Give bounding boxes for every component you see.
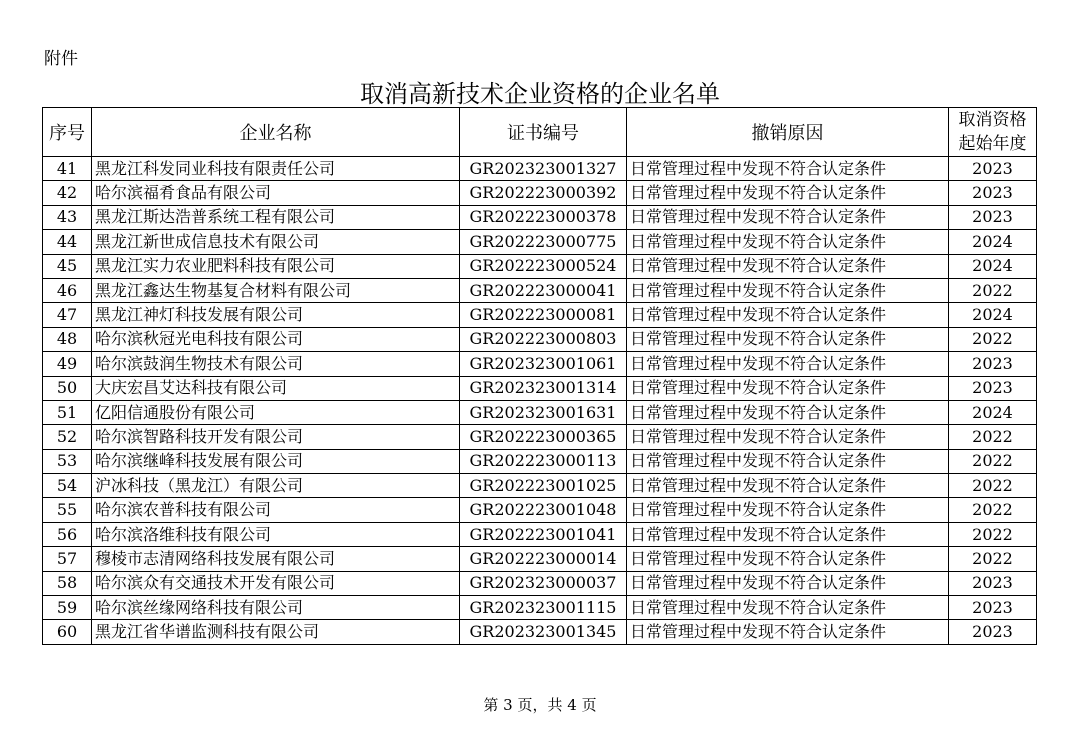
certificate-number: GR202223000041 xyxy=(460,278,627,302)
revocation-start-year: 2023 xyxy=(949,352,1037,376)
certificate-number: GR202223000392 xyxy=(460,181,627,205)
revocation-start-year: 2023 xyxy=(949,571,1037,595)
company-name: 亿阳信通股份有限公司 xyxy=(92,400,460,424)
table-row xyxy=(43,352,1037,376)
certificate-number: GR202223000803 xyxy=(460,327,627,351)
revocation-start-year: 2022 xyxy=(949,449,1037,473)
row-index: 46 xyxy=(43,278,92,302)
table-body xyxy=(43,157,1037,645)
revocation-start-year: 2023 xyxy=(949,376,1037,400)
revocation-reason: 日常管理过程中发现不符合认定条件 xyxy=(627,498,949,522)
revocation-reason: 日常管理过程中发现不符合认定条件 xyxy=(627,278,949,302)
table-row xyxy=(43,571,1037,595)
row-index: 57 xyxy=(43,547,92,571)
revocation-reason: 日常管理过程中发现不符合认定条件 xyxy=(627,449,949,473)
table-row xyxy=(43,205,1037,229)
certificate-number: GR202223000081 xyxy=(460,303,627,327)
certificate-number: GR202223000113 xyxy=(460,449,627,473)
certificate-number: GR202223000524 xyxy=(460,254,627,278)
table-header-row xyxy=(43,108,1037,157)
revocation-reason: 日常管理过程中发现不符合认定条件 xyxy=(627,157,949,181)
certificate-number: GR202323001327 xyxy=(460,157,627,181)
row-index: 42 xyxy=(43,181,92,205)
revocation-reason: 日常管理过程中发现不符合认定条件 xyxy=(627,254,949,278)
company-name: 黑龙江实力农业肥料科技有限公司 xyxy=(92,254,460,278)
row-index: 44 xyxy=(43,230,92,254)
revocation-start-year: 2022 xyxy=(949,522,1037,546)
row-index: 60 xyxy=(43,620,92,644)
revocation-reason: 日常管理过程中发现不符合认定条件 xyxy=(627,303,949,327)
column-header-index: 序号 xyxy=(43,108,92,157)
revocation-reason: 日常管理过程中发现不符合认定条件 xyxy=(627,522,949,546)
revocation-start-year: 2022 xyxy=(949,498,1037,522)
revocation-start-year: 2022 xyxy=(949,327,1037,351)
company-name: 黑龙江鑫达生物基复合材料有限公司 xyxy=(92,278,460,302)
revocation-start-year: 2022 xyxy=(949,474,1037,498)
column-header-reason: 撤销原因 xyxy=(627,108,949,157)
certificate-number: GR202223001041 xyxy=(460,522,627,546)
revocation-reason: 日常管理过程中发现不符合认定条件 xyxy=(627,181,949,205)
revocation-start-year: 2022 xyxy=(949,425,1037,449)
revocation-start-year: 2024 xyxy=(949,254,1037,278)
company-name: 哈尔滨鼓润生物技术有限公司 xyxy=(92,352,460,376)
revocation-reason: 日常管理过程中发现不符合认定条件 xyxy=(627,425,949,449)
enterprise-table xyxy=(42,107,1037,645)
company-name: 哈尔滨福肴食品有限公司 xyxy=(92,181,460,205)
table-row xyxy=(43,474,1037,498)
revocation-start-year: 2023 xyxy=(949,620,1037,644)
revocation-start-year: 2023 xyxy=(949,157,1037,181)
certificate-number: GR202223000378 xyxy=(460,205,627,229)
column-header-year xyxy=(949,108,1037,157)
certificate-number: GR202323000037 xyxy=(460,571,627,595)
company-name: 黑龙江神灯科技发展有限公司 xyxy=(92,303,460,327)
page-footer: 第 3 页，共 4 页 xyxy=(483,696,597,714)
table-row xyxy=(43,449,1037,473)
revocation-start-year: 2022 xyxy=(949,278,1037,302)
revocation-start-year: 2024 xyxy=(949,303,1037,327)
certificate-number: GR202323001345 xyxy=(460,620,627,644)
certificate-number: GR202223000365 xyxy=(460,425,627,449)
revocation-reason: 日常管理过程中发现不符合认定条件 xyxy=(627,596,949,620)
company-name: 哈尔滨继峰科技发展有限公司 xyxy=(92,449,460,473)
company-name: 哈尔滨智路科技开发有限公司 xyxy=(92,425,460,449)
company-name: 大庆宏昌艾达科技有限公司 xyxy=(92,376,460,400)
column-header-company: 企业名称 xyxy=(92,108,460,157)
certificate-number: GR202323001631 xyxy=(460,400,627,424)
table-row xyxy=(43,181,1037,205)
revocation-start-year: 2023 xyxy=(949,181,1037,205)
row-index: 58 xyxy=(43,571,92,595)
row-index: 43 xyxy=(43,205,92,229)
revocation-reason: 日常管理过程中发现不符合认定条件 xyxy=(627,352,949,376)
revocation-start-year: 2022 xyxy=(949,547,1037,571)
company-name: 黑龙江斯达浩普系统工程有限公司 xyxy=(92,205,460,229)
revocation-start-year: 2024 xyxy=(949,230,1037,254)
revocation-reason: 日常管理过程中发现不符合认定条件 xyxy=(627,620,949,644)
revocation-start-year: 2023 xyxy=(949,596,1037,620)
revocation-reason: 日常管理过程中发现不符合认定条件 xyxy=(627,474,949,498)
revocation-reason: 日常管理过程中发现不符合认定条件 xyxy=(627,205,949,229)
table-row xyxy=(43,547,1037,571)
row-index: 41 xyxy=(43,157,92,181)
company-name: 哈尔滨洛维科技有限公司 xyxy=(92,522,460,546)
row-index: 48 xyxy=(43,327,92,351)
certificate-number: GR202323001061 xyxy=(460,352,627,376)
revocation-start-year: 2024 xyxy=(949,400,1037,424)
row-index: 53 xyxy=(43,449,92,473)
table-row xyxy=(43,157,1037,181)
table-row xyxy=(43,230,1037,254)
table-row xyxy=(43,400,1037,424)
row-index: 49 xyxy=(43,352,92,376)
revocation-start-year: 2023 xyxy=(949,205,1037,229)
row-index: 55 xyxy=(43,498,92,522)
certificate-number: GR202323001314 xyxy=(460,376,627,400)
table-row xyxy=(43,522,1037,546)
row-index: 47 xyxy=(43,303,92,327)
column-header-year-line1: 取消资格 xyxy=(958,110,1027,130)
revocation-reason: 日常管理过程中发现不符合认定条件 xyxy=(627,400,949,424)
certificate-number: GR202223000775 xyxy=(460,230,627,254)
company-name: 黑龙江省华谱监测科技有限公司 xyxy=(92,620,460,644)
table-row xyxy=(43,376,1037,400)
table-row xyxy=(43,498,1037,522)
company-name: 黑龙江新世成信息技术有限公司 xyxy=(92,230,460,254)
revocation-reason: 日常管理过程中发现不符合认定条件 xyxy=(627,376,949,400)
company-name: 穆棱市志清网络科技发展有限公司 xyxy=(92,547,460,571)
revocation-reason: 日常管理过程中发现不符合认定条件 xyxy=(627,571,949,595)
table-row xyxy=(43,278,1037,302)
company-name: 哈尔滨丝缘网络科技有限公司 xyxy=(92,596,460,620)
document-title: 取消高新技术企业资格的企业名单 xyxy=(360,80,720,108)
row-index: 52 xyxy=(43,425,92,449)
table-row xyxy=(43,327,1037,351)
company-name: 沪冰科技（黑龙江）有限公司 xyxy=(92,474,460,498)
table-row xyxy=(43,620,1037,644)
row-index: 59 xyxy=(43,596,92,620)
row-index: 54 xyxy=(43,474,92,498)
certificate-number: GR202223001025 xyxy=(460,474,627,498)
row-index: 56 xyxy=(43,522,92,546)
table-row xyxy=(43,303,1037,327)
company-name: 哈尔滨农普科技有限公司 xyxy=(92,498,460,522)
company-name: 哈尔滨众有交通技术开发有限公司 xyxy=(92,571,460,595)
company-name: 哈尔滨秋冠光电科技有限公司 xyxy=(92,327,460,351)
column-header-certificate: 证书编号 xyxy=(460,108,627,157)
company-name: 黑龙江科发同业科技有限责任公司 xyxy=(92,157,460,181)
certificate-number: GR202323001115 xyxy=(460,596,627,620)
certificate-number: GR202223000014 xyxy=(460,547,627,571)
table-row xyxy=(43,425,1037,449)
attachment-label: 附件 xyxy=(44,49,78,69)
row-index: 50 xyxy=(43,376,92,400)
revocation-reason: 日常管理过程中发现不符合认定条件 xyxy=(627,230,949,254)
table-row xyxy=(43,254,1037,278)
revocation-reason: 日常管理过程中发现不符合认定条件 xyxy=(627,327,949,351)
table-row xyxy=(43,596,1037,620)
row-index: 51 xyxy=(43,400,92,424)
column-header-year-line2: 起始年度 xyxy=(958,134,1027,154)
revocation-reason: 日常管理过程中发现不符合认定条件 xyxy=(627,547,949,571)
certificate-number: GR202223001048 xyxy=(460,498,627,522)
row-index: 45 xyxy=(43,254,92,278)
